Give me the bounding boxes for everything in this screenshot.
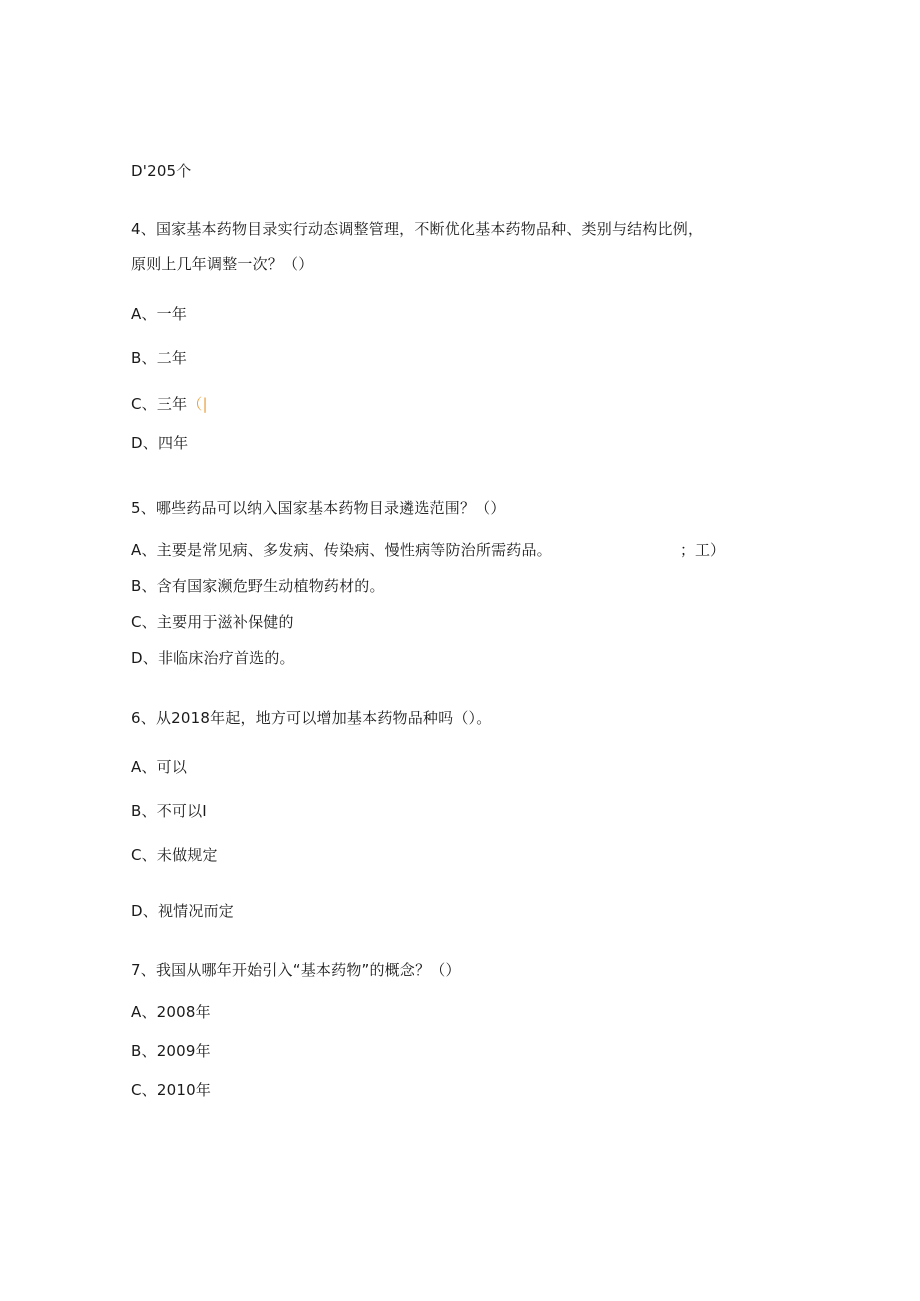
question-4-option-c (131, 394, 208, 414)
question-7-option-a: A、2008年 (131, 1003, 211, 1021)
question-4-stem-line-2: 原则上几年调整一次？（） (131, 255, 314, 273)
question-6-option-d: D、视情况而定 (131, 902, 234, 920)
question-5-option-c: C、主要用于滋补保健的 (131, 613, 294, 631)
question-4-option-c-text: C、三年 (131, 395, 188, 413)
question-5-option-a: A、主要是常见病、多发病、传染病、慢性病等防治所需药品。 (131, 541, 552, 559)
question-5-option-b: B、含有国家濒危野生动植物药材的。 (131, 577, 385, 595)
question-5-stem: 5、哪些药品可以纳入国家基本药物目录遴选范围？（） (131, 499, 506, 517)
question-7-option-b: B、2009年 (131, 1042, 211, 1060)
question-6-option-a: A、可以 (131, 758, 188, 776)
question-4-option-a: A、一年 (131, 305, 188, 323)
question-6-option-c: C、未做规定 (131, 846, 218, 864)
question-4-option-d: D、四年 (131, 434, 189, 452)
question-4-option-c-mark: （| (187, 395, 208, 413)
question-7-option-c: C、2010年 (131, 1081, 212, 1099)
question-7-stem: 7、我国从哪年开始引入“基本药物”的概念？（） (131, 961, 461, 979)
question-6-stem: 6、从2018年起，地方可以增加基本药物品种吗（）。 (131, 709, 492, 727)
question-5-option-a-tail: ；工） (680, 541, 726, 559)
question-6-option-b: B、不可以I (131, 802, 207, 820)
question-5-option-d: D、非临床治疗首选的。 (131, 649, 295, 667)
question-4-stem-line-1: 4、国家基本药物目录实行动态调整管理，不断优化基本药物品种、类别与结构比例， (131, 220, 704, 238)
prev-question-option-d: D'205个 (131, 162, 192, 180)
question-4-option-b: B、二年 (131, 349, 188, 367)
